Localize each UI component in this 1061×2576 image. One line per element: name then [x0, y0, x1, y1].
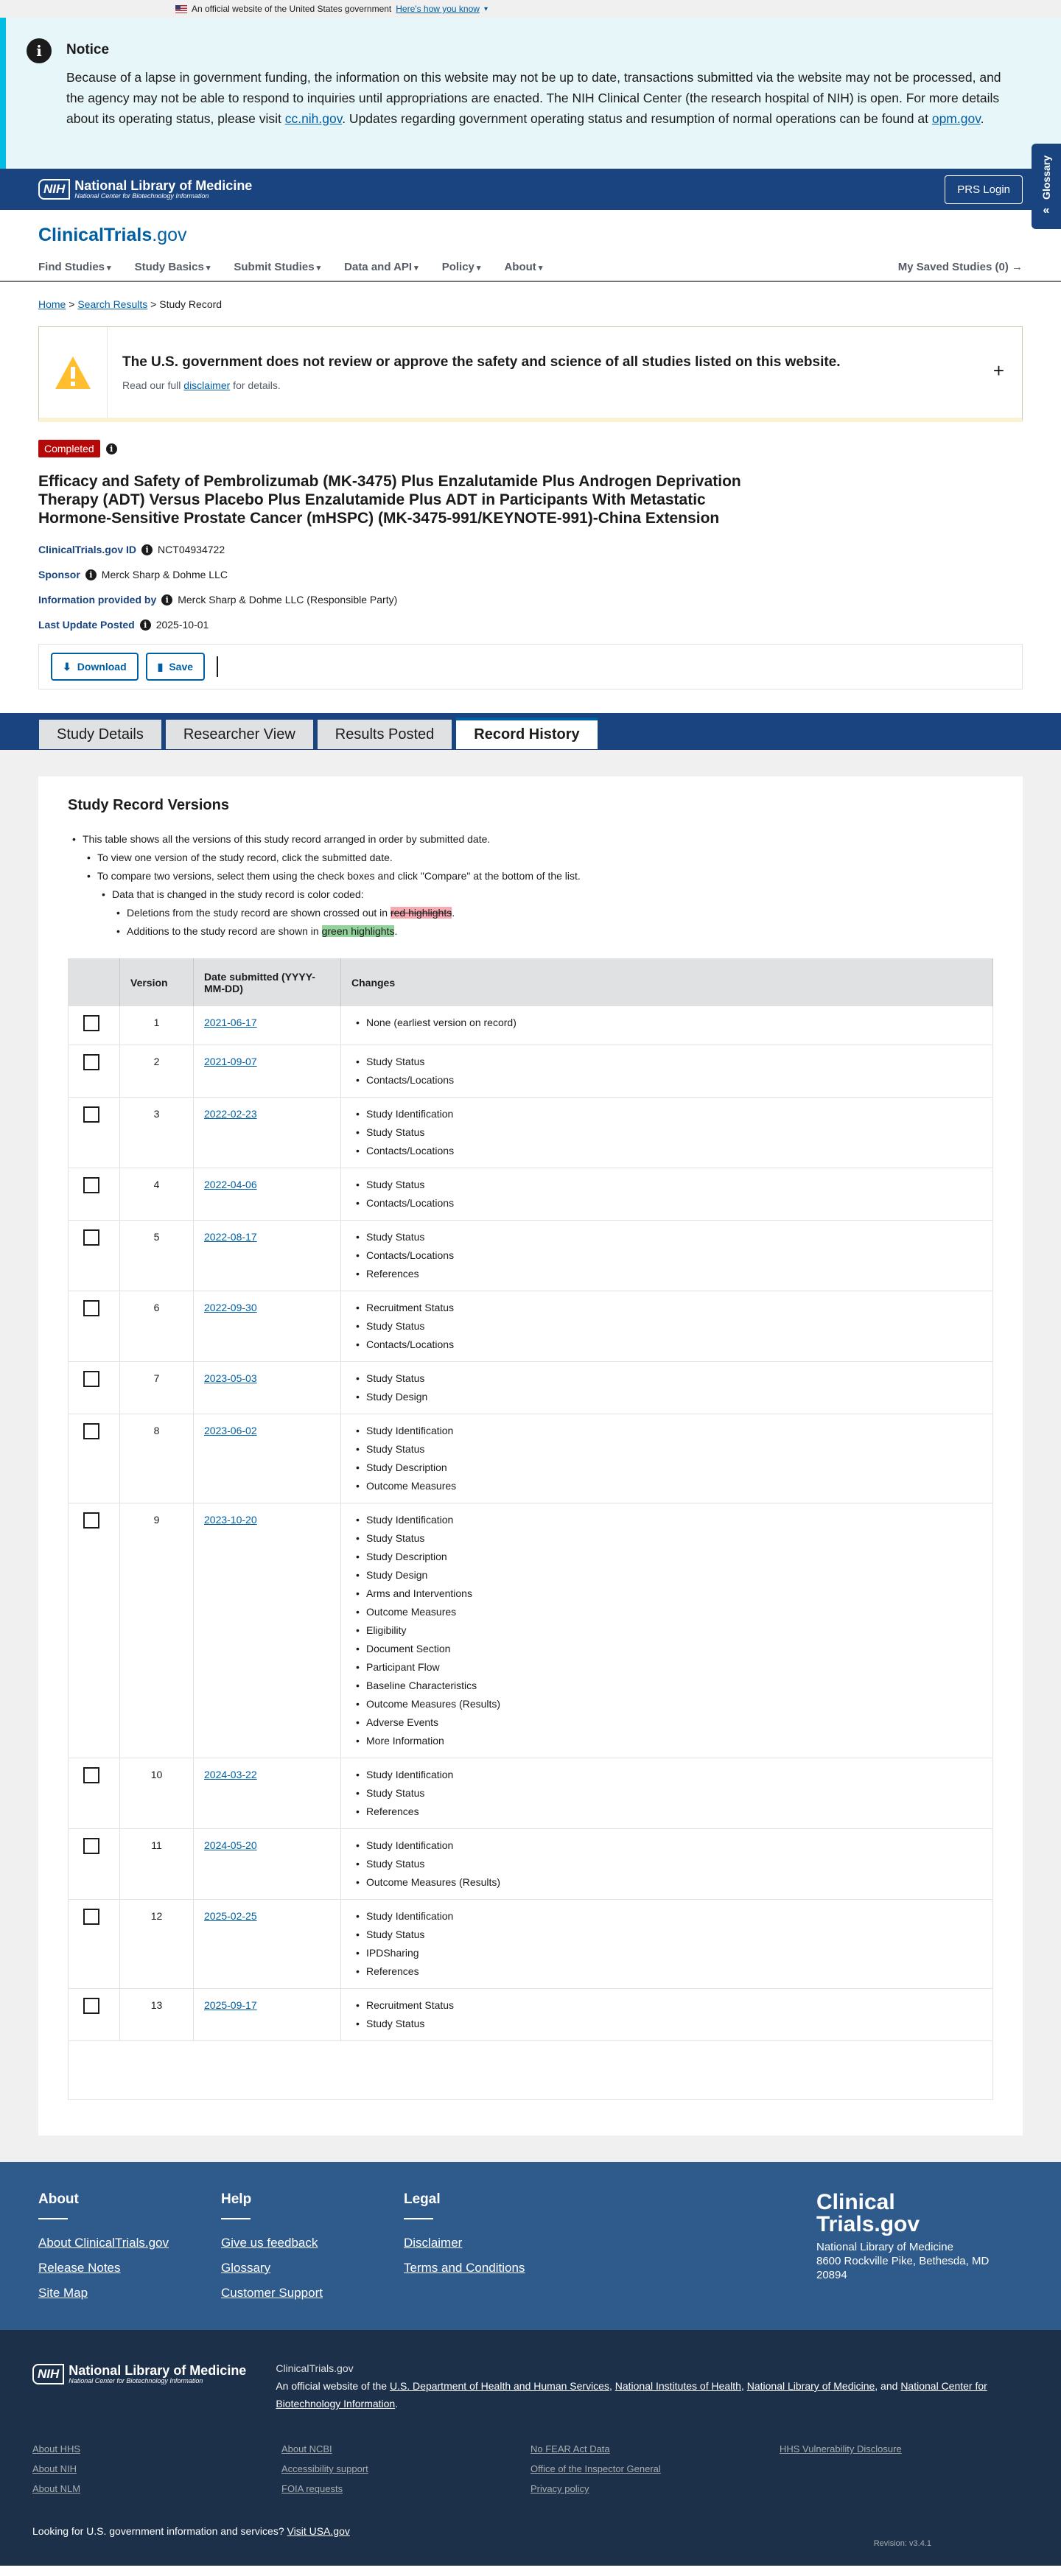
provided-by-value: Merck Sharp & Dohme LLC (Responsible Party) — [178, 594, 398, 606]
breadcrumb-current: Study Record — [159, 298, 223, 310]
footer-link[interactable]: About NIH — [32, 2463, 77, 2474]
change-item: • Study Status — [351, 1784, 982, 1803]
change-item: • Study Status — [351, 1369, 982, 1388]
change-item: • Study Identification — [351, 1105, 982, 1123]
versions-table — [68, 958, 993, 2100]
version-date-link[interactable]: 2025-09-17 — [204, 1999, 257, 2011]
warning-icon — [54, 355, 92, 390]
change-item: • References — [351, 1803, 982, 1821]
version-date-link[interactable]: 2022-08-17 — [204, 1231, 257, 1243]
last-update-label: Last Update Posted — [38, 619, 135, 631]
version-checkbox[interactable] — [83, 1998, 99, 2014]
footer-logo[interactable]: Clinical Trials.gov — [816, 2190, 920, 2236]
version-number: 5 — [120, 1221, 194, 1291]
table-row — [69, 1045, 993, 1098]
version-date-link[interactable]: 2023-06-02 — [204, 1425, 257, 1436]
change-item: • IPDSharing — [351, 1944, 982, 1962]
usa-gov-line: Looking for U.S. government information and services? Visit USA.gov — [32, 2525, 350, 2537]
table-row — [69, 1503, 993, 1758]
info-icon[interactable]: i — [141, 544, 153, 555]
disclaimer-link[interactable]: disclaimer — [183, 379, 231, 391]
tab-researcher-view[interactable]: Researcher View — [165, 719, 314, 750]
footer-help-title: Help — [221, 2191, 252, 2207]
action-bar — [38, 644, 1023, 689]
heres-how-you-know-link[interactable]: Here's how you know — [396, 4, 480, 14]
prs-login-button[interactable]: PRS Login — [945, 175, 1023, 204]
table-row — [69, 1362, 993, 1414]
version-number: 6 — [120, 1291, 194, 1362]
version-date-link[interactable]: 2022-09-30 — [204, 1302, 257, 1313]
change-item: • Study Status — [351, 1529, 982, 1548]
desc-item: • To view one version of the study record, click the submitted date. — [68, 849, 993, 867]
footer-link[interactable]: Site Map — [38, 2286, 88, 2300]
changes-list — [351, 1228, 982, 1283]
footer-link[interactable]: Give us feedback — [221, 2236, 318, 2250]
breadcrumb: Home > Search Results > Study Record — [38, 298, 223, 310]
change-item: • Study Status — [351, 1176, 982, 1194]
nlm-subtitle: National Center for Biotechnology Information — [69, 2377, 203, 2384]
nlm-link[interactable]: National Library of Medicine — [746, 2380, 875, 2392]
desc-item: • This table shows all the versions of this study record arranged in order by submitted date. — [68, 830, 993, 849]
expand-plus-icon[interactable]: + — [992, 359, 1004, 382]
tab-results-posted[interactable]: Results Posted — [317, 719, 453, 750]
table-row — [69, 1900, 993, 1989]
version-date-link[interactable]: 2021-09-07 — [204, 1056, 257, 1067]
info-icon[interactable]: i — [140, 620, 151, 631]
change-item: • References — [351, 1265, 982, 1283]
version-checkbox[interactable] — [83, 1300, 99, 1316]
us-flag-icon — [175, 5, 187, 13]
last-update-value: 2025-10-01 — [155, 619, 209, 631]
nih-link[interactable]: National Institutes of Health — [614, 2380, 741, 2392]
change-item: • Eligibility — [351, 1621, 982, 1640]
version-number: 9 — [120, 1503, 194, 1758]
version-checkbox[interactable] — [83, 1512, 99, 1529]
nlm-title: National Library of Medicine — [69, 2363, 247, 2378]
version-checkbox[interactable] — [83, 1229, 99, 1246]
bookmark-icon: ▮ — [157, 660, 164, 673]
change-item: • Study Status — [351, 1123, 982, 1142]
version-date-link[interactable]: 2021-06-17 — [204, 1017, 257, 1028]
footer-legal-title: Legal — [404, 2191, 441, 2207]
changes-list — [351, 1766, 982, 1821]
tab-record-history[interactable]: Record History — [455, 717, 598, 750]
change-item: • None (earliest version on record) — [351, 1014, 982, 1032]
change-item: • Contacts/Locations — [351, 1246, 982, 1265]
alert-text: Read our full disclaimer for details. — [122, 379, 281, 391]
notice-title: Notice — [66, 42, 110, 57]
version-number: 4 — [120, 1168, 194, 1221]
versions-heading: Study Record Versions — [68, 797, 229, 813]
arrow-right-icon: → — [1012, 261, 1023, 273]
breadcrumb-search-results[interactable]: Search Results — [77, 298, 148, 310]
footer-link[interactable]: Privacy policy — [530, 2483, 589, 2494]
version-number: 2 — [120, 1045, 194, 1098]
change-item: • Study Design — [351, 1566, 982, 1584]
download-icon: ⬇ — [63, 660, 71, 673]
version-number: 1 — [120, 1006, 194, 1045]
col-version: Version — [120, 959, 194, 1006]
nav-about[interactable]: About ▾ — [504, 261, 542, 273]
version-checkbox[interactable] — [83, 1767, 99, 1783]
info-icon[interactable]: i — [161, 594, 172, 606]
breadcrumb-home[interactable]: Home — [38, 298, 66, 310]
change-item: • Study Identification — [351, 1836, 982, 1855]
nih-logo-text: NIH — [32, 2364, 64, 2384]
footer-links — [0, 2162, 1061, 2330]
nlm-subtitle: National Center for Biotechnology Information — [74, 192, 209, 200]
version-number: 10 — [120, 1758, 194, 1829]
cc-nih-link[interactable]: cc.nih.gov — [284, 111, 343, 126]
info-icon[interactable]: i — [106, 443, 117, 455]
version-checkbox[interactable] — [83, 1838, 99, 1854]
table-row — [69, 1829, 993, 1900]
changes-list — [351, 1511, 982, 1750]
footer-site-name: ClinicalTrials.gov — [276, 2362, 354, 2374]
usa-gov-link[interactable]: Visit USA.gov — [287, 2525, 350, 2537]
footer-addr-line: 8600 Rockville Pike, Bethesda, MD 20894 — [816, 2255, 990, 2281]
footer-link[interactable]: About NLM — [32, 2483, 81, 2494]
footer-bottom — [0, 2330, 1061, 2566]
hhs-link[interactable]: U.S. Department of Health and Human Services — [389, 2380, 609, 2392]
version-checkbox[interactable] — [83, 1909, 99, 1925]
footer-link[interactable]: Release Notes — [38, 2261, 121, 2275]
disclaimer-alert — [38, 326, 1023, 422]
download-button[interactable]: ⬇ Download — [51, 653, 139, 681]
changes-list — [351, 1422, 982, 1495]
version-number: 13 — [120, 1989, 194, 2041]
main-nav — [38, 261, 1023, 273]
changes-list — [351, 1836, 982, 1892]
col-date: Date submitted (YYYY-MM-DD) — [194, 959, 341, 1006]
changes-list — [351, 1053, 982, 1089]
change-item: • Study Identification — [351, 1766, 982, 1784]
footer-link[interactable]: About ClinicalTrials.gov — [38, 2236, 169, 2250]
changes-list — [351, 1105, 982, 1160]
glossary-toggle[interactable] — [1032, 144, 1061, 229]
nav-submit-studies[interactable]: Submit Studies ▾ — [234, 261, 321, 273]
chevron-down-icon: ▾ — [483, 4, 488, 13]
changes-list — [351, 1996, 982, 2033]
version-date-link[interactable]: 2023-05-03 — [204, 1372, 257, 1384]
change-item: • Outcome Measures (Results) — [351, 1873, 982, 1892]
version-number: 7 — [120, 1362, 194, 1414]
change-item: • Study Status — [351, 1228, 982, 1246]
footer-link[interactable]: Office of the Inspector General — [530, 2463, 661, 2474]
version-checkbox[interactable] — [83, 1015, 99, 1031]
footer-policy-links — [32, 2443, 1029, 2503]
version-number: 12 — [120, 1900, 194, 1989]
footer-link[interactable]: Glossary — [221, 2261, 271, 2275]
save-button[interactable]: ▮ Save — [146, 653, 205, 681]
version-date-link[interactable]: 2022-04-06 — [204, 1179, 257, 1190]
change-item: • Adverse Events — [351, 1713, 982, 1732]
nav-data-api[interactable]: Data and API ▾ — [344, 261, 419, 273]
version-checkbox[interactable] — [83, 1177, 99, 1193]
footer-link[interactable]: HHS Vulnerability Disclosure — [780, 2443, 902, 2454]
notice-body: Because of a lapse in government funding, the information on this website may not be up to date, transactions submitted via the website may not be processed, and the agency may not be able to respond to inquiries until appropriations are enacted. The NIH Clinical Center (the research hospital of NIH) is open. For more details about its operating status, please visit cc.nih.gov. Updates regarding government operating status and resumption of normal operations can be found at opm.gov. — [66, 70, 1001, 126]
table-row — [69, 1989, 993, 2041]
change-item: • Study Status — [351, 1317, 982, 1336]
change-item: • Study Identification — [351, 1511, 982, 1529]
col-changes: Changes — [341, 959, 993, 1006]
footer-link[interactable]: Customer Support — [221, 2286, 323, 2300]
version-number: 8 — [120, 1414, 194, 1503]
version-checkbox[interactable] — [83, 1054, 99, 1070]
change-item: • Study Status — [351, 1053, 982, 1071]
change-item: • Study Description — [351, 1548, 982, 1566]
gov-banner-text: An official website of the United States government — [192, 4, 392, 14]
revision: Revision: v3.4.1 — [873, 2539, 931, 2548]
versions-description — [68, 830, 993, 941]
change-item: • Study Status — [351, 1926, 982, 1944]
footer-addr-line: National Library of Medicine — [816, 2241, 953, 2253]
info-icon[interactable]: i — [85, 569, 97, 580]
provided-by-label: Information provided by — [38, 594, 157, 606]
change-item: • Participant Flow — [351, 1658, 982, 1677]
my-saved-studies-link[interactable]: My Saved Studies (0) → — [897, 261, 1023, 273]
desc-item-deletions: • Deletions from the study record are shown crossed out in red highlights. — [68, 904, 993, 922]
table-row — [69, 1758, 993, 1829]
change-item: • References — [351, 1962, 982, 1981]
record-tabs — [0, 713, 1061, 750]
change-item: • Study Description — [351, 1459, 982, 1477]
table-row — [69, 1414, 993, 1503]
change-item: • Contacts/Locations — [351, 1336, 982, 1354]
desc-item-additions: • Additions to the study record are shown in green highlights. — [68, 922, 993, 941]
version-date-link[interactable]: 2025-02-25 — [204, 1910, 257, 1922]
study-meta — [38, 544, 1023, 631]
version-date-link[interactable]: 2023-10-20 — [204, 1514, 257, 1526]
alert-title: The U.S. government does not review or approve the safety and science of all studies listed on this website. — [122, 354, 841, 370]
footer-link[interactable]: Disclaimer — [404, 2236, 463, 2250]
table-row — [69, 1006, 993, 1045]
versions-panel — [38, 776, 1023, 2135]
status-row — [38, 440, 1023, 457]
change-item: • More Information — [351, 1732, 982, 1750]
footer-link[interactable]: FOIA requests — [281, 2483, 343, 2494]
ncbi-link[interactable]: National Center for Biotechnology Information — [276, 2380, 987, 2410]
version-date-link[interactable]: 2024-05-20 — [204, 1839, 257, 1851]
table-row — [69, 1168, 993, 1221]
nlm-bar — [0, 169, 1061, 210]
table-footer-row — [69, 2041, 993, 2100]
change-item: • Outcome Measures — [351, 1603, 982, 1621]
content-area — [0, 750, 1061, 2162]
change-item: • Document Section — [351, 1640, 982, 1658]
col-select — [69, 959, 120, 1006]
footer-link[interactable]: About NCBI — [281, 2443, 332, 2454]
change-item: • Recruitment Status — [351, 1299, 982, 1317]
changes-list — [351, 1907, 982, 1981]
table-row — [69, 1221, 993, 1291]
footer-nlm-logo[interactable] — [32, 2359, 246, 2389]
version-number: 11 — [120, 1829, 194, 1900]
change-item: • Contacts/Locations — [351, 1142, 982, 1160]
footer-about-title: About — [38, 2191, 79, 2207]
change-item: • Baseline Characteristics — [351, 1677, 982, 1695]
change-item: • Outcome Measures — [351, 1477, 982, 1495]
change-item: • Contacts/Locations — [351, 1194, 982, 1212]
table-row — [69, 1098, 993, 1168]
change-item: • Outcome Measures (Results) — [351, 1695, 982, 1713]
nih-logo-text: NIH — [38, 179, 70, 200]
version-checkbox[interactable] — [83, 1371, 99, 1387]
info-icon: i — [27, 38, 52, 63]
desc-item: • To compare two versions, select them using the check boxes and click "Compare" at the bottom of the list. — [68, 867, 993, 885]
change-item: • Study Status — [351, 2015, 982, 2033]
change-item: • Study Identification — [351, 1907, 982, 1926]
chevron-double-left-icon: « — [1043, 203, 1050, 217]
change-item: • Arms and Interventions — [351, 1584, 982, 1603]
sponsor-label: Sponsor — [38, 569, 80, 580]
desc-item: • Data that is changed in the study record is color coded: — [68, 885, 993, 904]
notice-banner — [0, 18, 1061, 169]
glossary-label: Glossary — [1040, 155, 1052, 200]
version-checkbox[interactable] — [83, 1106, 99, 1123]
changes-list — [351, 1299, 982, 1354]
footer-link[interactable]: No FEAR Act Data — [530, 2443, 610, 2454]
opm-link[interactable]: opm.gov — [931, 111, 981, 126]
footer-link[interactable]: Terms and Conditions — [404, 2261, 525, 2275]
changes-list — [351, 1176, 982, 1212]
change-item: • Study Status — [351, 1440, 982, 1459]
site-logo[interactable]: ClinicalTrials.gov — [38, 225, 187, 245]
footer-link[interactable]: Accessibility support — [281, 2463, 368, 2474]
nlm-logo[interactable] — [38, 179, 252, 200]
footer-link[interactable]: About HHS — [32, 2443, 81, 2454]
nav-study-basics[interactable]: Study Basics ▾ — [135, 261, 211, 273]
version-date-link[interactable]: 2022-02-23 — [204, 1108, 257, 1120]
table-row — [69, 1291, 993, 1362]
sponsor-value: Merck Sharp & Dohme LLC — [101, 569, 228, 580]
nct-id-label: ClinicalTrials.gov ID — [38, 544, 137, 555]
status-badge: Completed — [38, 440, 100, 457]
footer-address — [816, 2191, 1023, 2300]
change-item: • Contacts/Locations — [351, 1071, 982, 1089]
site-header — [0, 210, 1061, 282]
study-title: Efficacy and Safety of Pembrolizumab (MK-3475) Plus Enzalutamide Plus Androgen Deprivation Therapy (ADT) Versus Placebo Plus Enzalutamide Plus ADT in Participants With Metastatic Hormone-Sensitive Prostate Cancer (mHSPC) (MK-3475-991/KEYNOTE-991)-China Extension — [38, 473, 741, 527]
version-date-link[interactable]: 2024-03-22 — [204, 1769, 257, 1780]
gov-banner — [0, 0, 1061, 18]
nav-find-studies[interactable]: Find Studies ▾ — [38, 261, 111, 273]
changes-list — [351, 1369, 982, 1406]
nct-id: NCT04934722 — [158, 544, 225, 555]
change-item: • Study Identification — [351, 1422, 982, 1440]
nav-policy[interactable]: Policy ▾ — [442, 261, 481, 273]
change-item: • Recruitment Status — [351, 1996, 982, 2015]
version-checkbox[interactable] — [83, 1423, 99, 1439]
changes-list — [351, 1014, 982, 1032]
change-item: • Study Design — [351, 1388, 982, 1406]
footer-official: An official website of the U.S. Department of Health and Human Services, National Institutes of Health, National Library of Medicine, and National Center for Biotechnology Information. — [276, 2380, 987, 2410]
version-number: 3 — [120, 1098, 194, 1168]
change-item: • Study Status — [351, 1855, 982, 1873]
nlm-title: National Library of Medicine — [74, 178, 253, 193]
tab-study-details[interactable]: Study Details — [38, 719, 162, 750]
